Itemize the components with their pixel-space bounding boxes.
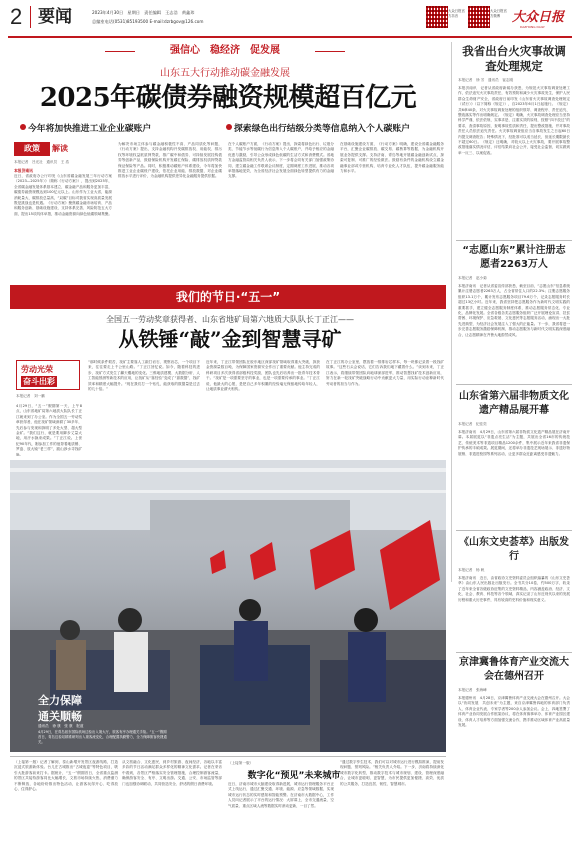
right-body-2: 本报济南讯 记者从省委宣传部获悉，截至目前，“志愿山东”信息系统累计注册志愿者2263万人，占全省常住人口的22.3%；注册志愿服务组织13.1万个，累计发布志愿服务项目79.6万个，记录志愿服务时长超过13亿小时。近年来，我省坚持把志愿服务作为新时代文明实践的重要抓手，建立健全志愿服务制度体系，推动志愿服务常态化、专业化、品牌化发展。全省各级各类志愿服务组织广泛开展理论宣讲、扶贫帮困、环境保护、应急救援、文化惠民等志愿服务活动，涌现出一大批先进典型，为经济社会发展注入了强大的正能量。下一步，我省将进一步完善志愿服务激励保障机制，推动志愿服务与新时代文明实践深度融合，让志愿精神在齐鲁大地蔚然成风。 [458,284,570,337]
bottom-col-4: “通过数字孪生技术，我们可以对城市运行进行模拟推演，提前发现问题、预判风险。”相关负责人介绍。下一步，济南将持续深化城市数字化转型，推动数字技术与城市规划、建设、管理深度融合，让城市更聪明、更智慧，为市民提供更加便捷、高效、优质的公共服务，打造宜居、韧性、智慧城市。 [340,760,444,786]
lead-banner: 强信心 稳经济 促发展 [170,45,280,56]
qr-code-weibo[interactable] [468,6,490,28]
feature-badge-line-1: 劳动光荣 [21,365,53,374]
feature-headline: 从铁锤“敲”金到智慧寻矿 [118,327,342,351]
feature-col-1: 4月29日，“五一”假期第一天，上午8点，山东省地矿局第六地质大队队长丁正江就来到了办公室。作为全国五一劳动奖章获得者，他在找矿领域深耕了30多年，先后参与发现和探明了多处大型、超大型金矿。“我们这行，就是要用脚步丈量大地，用汗水换来成果。”丁正江说。上世纪90年代，刚参加工作的他背着地质锤、罗盘、放大镜“老三样”，跋山涉水寻找矿脉。 [16,404,82,456]
lead-byline: 本报记者 吕光社 通讯员 王 浩 [14,160,70,164]
lead-dateline: 本报济南讯 [14,168,33,173]
feature-byline: 本报记者 刘一鹏 [16,394,45,398]
feature-col-4: 在丁正江的办公室里，摆放着一排排岩芯样本，每一块都记录着一段找矿故事。“这些石头会说话，它们告诉我们地下藏着什么。”谈到未来，丁正江表示，将继续带领团队向地球深部进军，推动智慧找矿技术创新应用，努力在新一轮找矿突破战略行动中贡献更大力量，用实际行动诠释新时代劳动者的担当与作为。 [326,360,444,386]
lead-body-col-4: 在基础设施建设方面，《行动方案》明确，建设全省碳金融服务平台，汇聚企业碳排放、碳交易、碳核算等数据，为金融机构开展业务提供支撑。支持济南、青岛等地开展碳金融创新试点，探索可复制、可推广的经验做法。鼓励有条件的金融机构设立碳金融事业部或专营机构，培育专业化人才队伍，提升碳金融服务能力和水平。 [340,142,444,174]
lead-kicker: 山东五大行动推动碳金融发展 [160,68,290,79]
right-byline-1: 本报记者 徐 芳 通讯员 崔志刚 [458,78,514,82]
right-byline-5: 本报记者 张海峰 [458,688,487,692]
qr-code-douyin[interactable] [426,6,448,28]
lead-headline: 2025年碳债券融资规模超百亿元 [39,83,417,113]
masthead [0,0,580,38]
right-headline-3: 山东省第六届非物质文化遗产精品展开幕 [459,391,569,416]
right-body-1: 本报济南讯 记者从省政府新闻办获悉，为规范火灾事故调查处理工作，依法追究火灾事故责任，有效预防和减少火灾事故发生，保护人民群众生命财产安全，省政府日前印发《山东省火灾事故调查处理规定（试行）》（以下简称《规定》），自2023年6月1日起施行。《规定》共6章40条，对火灾事故调查处理的组织领导、调查程序、责任追究、整改落实等作出明确规定。《规定》明确，火灾事故调查处理应当坚持科学严谨、依法依规、实事求是、注重实效的原则，按照“四不放过”的要求，查清事故原因，查明事故性质和责任，提出整改措施，并对事故责任人员依法追究责任。火灾事故调查组应当自事故发生之日起60日内提交调查报告；特殊情况下，经批准可以适当延长，但延长期限最长不超过60日。《规定》还明确，对较大以上火灾事故，要开展事故整改措施落实情况评估，评估结果向社会公开，接受社会监督，切实做到举一反三、以案促改。 [458,86,570,155]
policy-tag-label: 政策 [14,142,50,156]
policy-tag [14,142,84,156]
feature-badge [16,360,80,390]
newspaper-logo: 大众日报 [512,10,565,25]
right-headline-5: 京津冀鲁体育产业交流大会在德州召开 [459,657,569,682]
festival-band-title: 我们的节日·“五一” [175,290,281,304]
festival-band [10,285,446,309]
masthead-rule [8,36,572,38]
photo-overlay-title-2: 通关顺畅 [38,710,82,723]
right-byline-3: 本报记者 纪佳奕 [458,422,487,426]
lead-body-col-1: 近日，省政府办公厅印发《山东省碳金融发展三年行动方案（2023—2025年）》（简称《行动方案》），提出到2025年，全省碳金融发展体系基本建立，碳金融产品和服务更加丰富，碳债券融资规模达到100亿元以上。山东作为工业大省，能源消耗量大、碳排放总量高，“双碳”目标对我省实现高质量发展既是挑战也是机遇。《行动方案》聚焦碳金融市场培育、产品和服务创新、基础设施建设、支持体系完善、风险防范五大方面，提出15项具体举措，推动金融资源向绿色低碳领域集聚。 [14,174,112,216]
right-body-5: 本报德州讯 4月28日，京津冀鲁体育产业交流大会在德州召开。大会以“协同发展 共创未来”为主题，来自京津冀鲁四地的体育部门负责人、体育企业代表、专家学者等200余人参加会议。会上，四地签署了体育产业协同发展合作框架协议，将在体育赛事举办、体育产业园区建设、体育人才培养等方面加强交流合作，携手推动区域体育产业高质量发展。 [458,696,570,728]
bottom-kicker: （上接第一版） [228,761,254,765]
policy-tag-label-2: 解读 [52,144,68,153]
lead-body-col-2: 为解决市场主体参与碳金融积极性不高、产品同质化等问题，《行动方案》提出，支持金融机构开发碳排放权、用能权、排污权等环境权益抵质押贷款，推广碳中和债券、可持续发展挂钩债券等创新产品，鼓励保险机构开发碳汇保险、碳排放权质押贷款保证保险等产品。同时，积极推动碳账户体系建设，今年将加快推进工业企业碳账户建设，依托企业用能、排放数据，对企业碳排放水平进行评价，为金融机构提供差异化金融服务提供依据。 [118,142,222,179]
section-name: 要闻 [38,7,72,27]
bottom-col-1: （上接第一版）记者了解到，泰山新增开发景区夜游线路，打造沉浸式旅游新体验。台儿庄古城推出“古城夜宴”等特色项目，吸引大批游客前来打卡。据统计，“五一”假期首日，全省重点监测的景区共接待游客同比大幅增长，文旅市场持续火热，消费潜力不断释放，各地纷纷推出特色活动，让游客玩得开心、吃得放心、住得舒心。 [14,760,118,792]
photo-caption: 4月29日，在青岛胶东国际机场边检出入境大厅，旅客有序办理通关手续。“五一”假期首日，青岛边检站精准研判出入境客流变化，合理配置执勤警力，全力保障旅客快捷通关。 [38,730,167,744]
feature-col-2: “那时候条件艰苦，找矿主要靠人工敲打岩石、观察岩芯，一个项目下来，往往要走上千公里山路。”丁正江回忆说。如今，随着科技的进步，找矿方式发生了翻天覆地的变化。三维地质建模、大数据分析、人工智能预测等新技术的应用，让找矿从“靠经验”变成了“靠数据”，找矿效率和精度大幅提升。“现在我们打一个钻孔，能获取的数据量是过去的几十倍。” [88,360,200,392]
feature-col-3: 近年来，丁正江带领团队在胶东地区深部找矿领域取得重大突破，探获金资源量数百吨，为保障国家资源安全作出了重要贡献。他主持完成的科研项目多次获得省部级科技奖励，团队也先后培养出一批青年技术骨干。“找矿是一项需要坚守的事业，也是一项需要传承的事业。”丁正江说，他最大的心愿，是把自己多年积累的经验毫无保留地传给年轻人，让地质事业薪火相传。 [206,360,320,392]
right-headline-4: 《山东文史荟萃》出版发行 [459,537,569,562]
news-photo-airport [10,460,446,752]
feature-badge-line-2: 奋斗出彩 [23,377,55,386]
right-byline-4: 本报记者 杨 帆 [458,568,485,572]
page-number: 2 [10,4,23,29]
date-line: 2023年4月30日 星期日 责任编辑 王志浩 黄鑫玮 [92,10,195,15]
lead-subhead-1: 今年将加快推进工业企业碳账户 [28,124,152,134]
newspaper-logo-sub: DAZHONG DAILY [520,25,545,29]
lead-subhead-2: 探索绿色出行结级分类等信息纳入个人碳账户 [234,124,410,134]
qr-caption-2: 大众日报官方微博 [490,9,507,18]
right-headline-1: 我省出台火灾事故调查处理规定 [462,44,566,73]
right-body-4: 本报济南讯 近日，由省政协文史资料委员会组织编纂的《山东文史荟萃》由山东人民出版社出版发行。全书共分10卷，约500万字，收录了近年来全省各级政协征集的文史资料精品，内容涵盖政治、经济、文化、社会、教育、科技等各个领域，真实记录了山东近现代以来的发展历程和重大历史事件，具有较高的史料价值和现实意义。 [458,576,570,602]
right-headline-2: “志愿山东”累计注册志愿者2263万人 [462,245,566,270]
qr-caption-1: 大众日报官方抖音 [448,9,465,18]
photo-overlay-title-1: 全力保障 [38,694,82,707]
right-body-3: 本报济南讯 4月29日，山东省第六届非物质文化遗产精品展在济南开幕。本届展览以“非遗点亮生活”为主题，共展出全省16市的传统技艺、传统美术等非遗项目精品1200余件，集中展示近年来我省非遗保护传承的丰硕成果。展览期间，还将举办非遗技艺现场展示、非遗好物展销、非遗进校园等系列活动，让更多群众近距离感受非遗魅力。 [458,430,570,456]
contact-line: 总编室电话(0531)85193500 E-mail:dzrbgov@126.com [92,19,204,24]
bottom-col-2: 从文旅融合、文化惠民，到乡村旅游、夜间经济，各地以丰富多彩的节日活动满足群众多样化的精神文化需求。记者在采访中看到，各景区严格落实安全管理措施，合理控制游客流量，确保游客安全、有序、文明出游。交通、公安、市场监管等部门也加强协调联动，共同营造安全、舒适的假日消费环境。 [122,760,222,786]
photo-byline: 通讯员 徐 康 张 康 报道 [38,724,84,728]
right-byline-2: 本报记者 赵小菊 [458,276,487,280]
bottom-headline: 数字化“预见”未来城市 [247,771,341,781]
feature-kicker: 全国五一劳动奖章获得者、山东省地矿局第六地质大队队长丁正江—— [106,315,354,324]
lead-body-col-3: 在个人碳账户方面，《行动方案》提出，探索将绿色出行、垃圾分类、节能节水等低碳行为信息纳入个人碳账户，并给予相应的金融优惠与激励，引导公众形成绿色低碳的生活方式和消费模式。省地方金融监管局相关负责人表示，下一步将会同有关部门加强政策协同，建立碳金融工作联席会议制度，定期调度工作进展，推动各项举措落地见效，为全省经济社会发展全面绿色转型提供有力的金融支撑。 [228,142,334,179]
bottom-col-3: 近日，济南市城市大脑建设取得新进展，城市运行管理服务平台正式上线运行，通过汇聚交通、环境、能源、应急等领域数据，实现城市运行状态的实时感知和智能预警。在济南市大数据中心，工作人员向记者展示了平台的运行情况：大屏幕上，全市交通流量、空气质量、重点区域人流等数据实时滚动更新，一目了然。 [228,782,334,808]
